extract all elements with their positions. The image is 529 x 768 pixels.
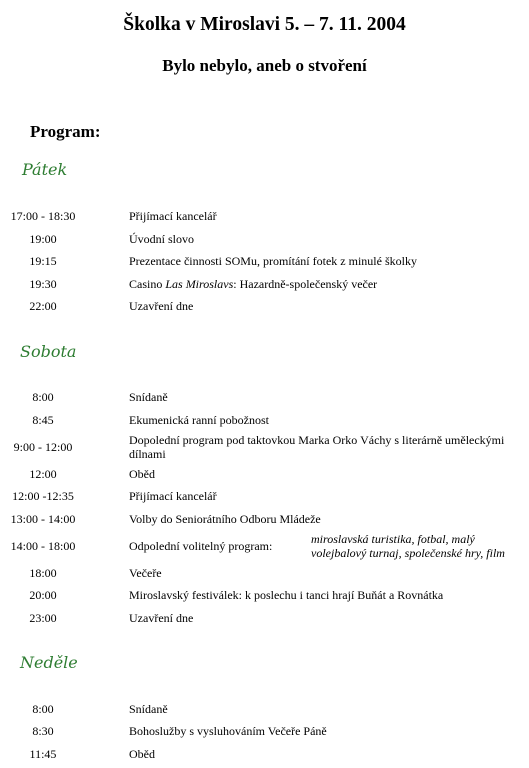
schedule-activity: Dopolední program pod taktovkou Marka Orko Váchy s literárně uměleckými dílnami <box>129 433 505 461</box>
optional-program-options: miroslavská turistika, fotbal, malý volejbalový turnaj, společenské hry, film <box>311 532 505 560</box>
schedule-time: 8:30 <box>32 724 54 738</box>
schedule-activity: Úvodní slovo <box>129 232 195 246</box>
schedule-activity: Bohoslužby s vysluhováním Večeře Páně <box>129 724 327 738</box>
schedule-activity: Uzavření dne <box>129 611 194 625</box>
schedule-time: 23:00 <box>29 611 57 625</box>
schedule-time: 8:00 <box>32 702 54 716</box>
activity-text-end: : Hazardně-společenský večer <box>233 277 378 291</box>
schedule-time: 17:00 - 18:30 <box>10 209 76 223</box>
schedule-time: 20:00 <box>29 588 57 602</box>
schedule-time: 14:00 - 18:00 <box>10 539 76 553</box>
schedule-time: 19:15 <box>29 254 57 268</box>
document-title: Školka v Miroslavi 5. – 7. 11. 2004 <box>123 14 406 35</box>
schedule-activity: Prezentace činnosti SOMu, promítání fotek z minulé školky <box>129 254 417 268</box>
day-heading-sunday: Neděle <box>20 653 78 672</box>
optional-program-label: Odpolední volitelný program: <box>129 539 273 553</box>
schedule-activity: Snídaně <box>129 702 168 716</box>
schedule-activity: Volby do Seniorátního Odboru Mládeže <box>129 512 321 526</box>
day-heading-friday: Pátek <box>22 160 68 179</box>
schedule-activity: Oběd <box>129 467 155 481</box>
schedule-activity: Uzavření dne <box>129 299 194 313</box>
schedule-time: 19:00 <box>29 232 57 246</box>
schedule-activity <box>129 277 519 291</box>
schedule-time: 11:45 <box>29 747 57 761</box>
schedule-activity: Přijímací kancelář <box>129 209 217 223</box>
schedule-time: 8:45 <box>32 413 54 427</box>
schedule-time: 12:00 -12:35 <box>12 489 74 503</box>
schedule-activity: Oběd <box>129 747 155 761</box>
schedule-time: 9:00 - 12:00 <box>13 440 73 454</box>
schedule-time: 22:00 <box>29 299 57 313</box>
schedule-time: 19:30 <box>29 277 57 291</box>
schedule-time: 8:00 <box>32 390 54 404</box>
program-heading: Program: <box>30 122 101 141</box>
schedule-time: 13:00 - 14:00 <box>10 512 76 526</box>
schedule-activity: Přijímací kancelář <box>129 489 217 503</box>
schedule-time: 18:00 <box>29 566 57 580</box>
document-subtitle: Bylo nebylo, aneb o stvoření <box>162 56 367 75</box>
schedule-activity: Ekumenická ranní pobožnost <box>129 413 269 427</box>
activity-text-start: Casino <box>129 277 166 291</box>
schedule-activity: Večeře <box>129 566 162 580</box>
schedule-activity: Miroslavský festiválek: k poslechu i tanci hrají Buňát a Rovnátka <box>129 588 444 602</box>
casino-name: Las Miroslavs <box>165 277 234 291</box>
schedule-time: 12:00 <box>29 467 57 481</box>
schedule-activity: Snídaně <box>129 390 168 404</box>
day-heading-saturday: Sobota <box>20 342 77 361</box>
